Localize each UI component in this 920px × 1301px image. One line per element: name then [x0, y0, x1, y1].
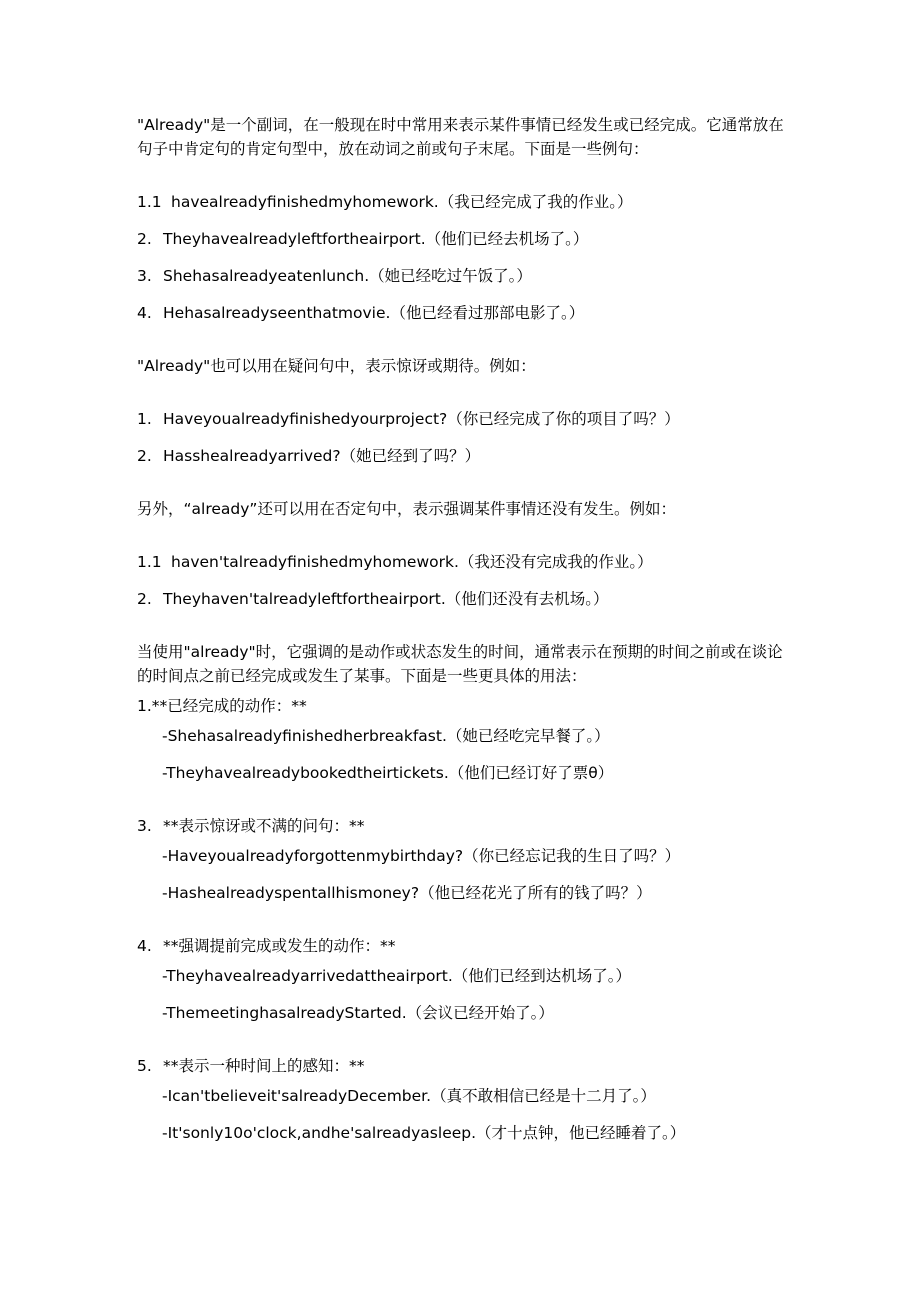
- intro-line-2: 句子中肯定句的肯定句型中，放在动词之前或句子末尾。下面是一些例句：: [137, 140, 649, 158]
- example-text: Theyhaven'talreadyleftfortheairport.（他们还没有去机场。）: [163, 590, 609, 608]
- usage-number: 5.: [137, 1057, 152, 1075]
- usage-number: 4.: [137, 937, 152, 955]
- example-number: 2.: [137, 447, 152, 465]
- example-3-1: [137, 553, 653, 572]
- example-text: haven'talreadyfinishedmyhomework.（我还没有完成我的作业。）: [171, 553, 653, 571]
- usage-heading-text: **强调提前完成或发生的动作：**: [163, 937, 396, 955]
- usage-heading-5: [137, 1057, 365, 1076]
- usage-example: -It'sonly10o'clock,andhe'salreadyasleep.（才十点钟，他已经睡着了。）: [162, 1124, 686, 1142]
- example-number: 4.: [137, 304, 152, 322]
- example-1-2: [137, 230, 588, 249]
- usage-example: -Shehasalreadyfinishedherbreakfast.（她已经吃完早餐了。）: [162, 727, 610, 745]
- example-text: Theyhavealreadyleftfortheairport.（他们已经去机场了。）: [163, 230, 589, 248]
- example-number: 2.: [137, 590, 152, 608]
- example-number: 1.: [137, 410, 152, 428]
- usage-intro-line-2: 的时间点之前已经完成或发生了某事。下面是一些更具体的用法：: [137, 667, 587, 685]
- example-text: Shehasalreadyeatenlunch.（她已经吃过午饭了。）: [163, 267, 532, 285]
- example-text: Hehasalreadyseenthatmovie.（他已经看过那部电影了。）: [163, 304, 585, 322]
- usage-example: -Hashealreadyspentallhismoney?（他已经花光了所有的钱了吗？）: [162, 884, 652, 902]
- usage-example: -ThemeetinghasalreadyStarted.（会议已经开始了。）: [162, 1004, 554, 1022]
- example-number: 3.: [137, 267, 152, 285]
- usage-heading-1: 1.**已经完成的动作：**: [137, 697, 307, 715]
- usage-heading-text: **表示惊讶或不满的问句：**: [163, 817, 365, 835]
- example-number: 1.1: [137, 553, 162, 571]
- usage-intro-line-1: 当使用"already"时，它强调的是动作或状态发生的时间，通常表示在预期的时间之前或在谈论: [137, 643, 783, 661]
- usage-number: 3.: [137, 817, 152, 835]
- question-intro: "Already"也可以用在疑问句中，表示惊讶或期待。例如：: [137, 357, 536, 375]
- negative-intro: 另外，“already”还可以用在否定句中，表示强调某件事情还没有发生。例如：: [137, 500, 676, 518]
- example-text: Haveyoualreadyfinishedyourproject?（你已经完成了你的项目了吗？）: [163, 410, 680, 428]
- example-2-1: [137, 410, 680, 429]
- usage-example: -Theyhavealreadyarrivedattheairport.（他们已经到达机场了。）: [162, 967, 632, 985]
- example-text: havealreadyfinishedmyhomework.（我已经完成了我的作业。）: [171, 193, 633, 211]
- example-number: 1.1: [137, 193, 162, 211]
- example-3-2: [137, 590, 609, 609]
- usage-example: -Haveyoualreadyforgottenmybirthday?（你已经忘记我的生日了吗？）: [162, 847, 681, 865]
- example-1-1: [137, 193, 632, 212]
- example-1-4: [137, 304, 584, 323]
- intro-line-1: "Already"是一个副词，在一般现在时中常用来表示某件事情已经发生或已经完成。它通常放在: [137, 116, 784, 134]
- usage-heading-3: [137, 817, 365, 836]
- example-text: Hasshealreadyarrived?（她已经到了吗？）: [163, 447, 481, 465]
- usage-example: -Ican'tbelieveit'salreadyDecember.（真不敢相信已经是十二月了。）: [162, 1087, 656, 1105]
- usage-heading-4: [137, 937, 396, 956]
- example-number: 2.: [137, 230, 152, 248]
- example-2-2: [137, 447, 480, 466]
- usage-heading-text: **表示一种时间上的感知：**: [163, 1057, 365, 1075]
- example-1-3: [137, 267, 532, 286]
- usage-example: -Theyhavealreadybookedtheirtickets.（他们已经订好了票θ）: [162, 764, 614, 782]
